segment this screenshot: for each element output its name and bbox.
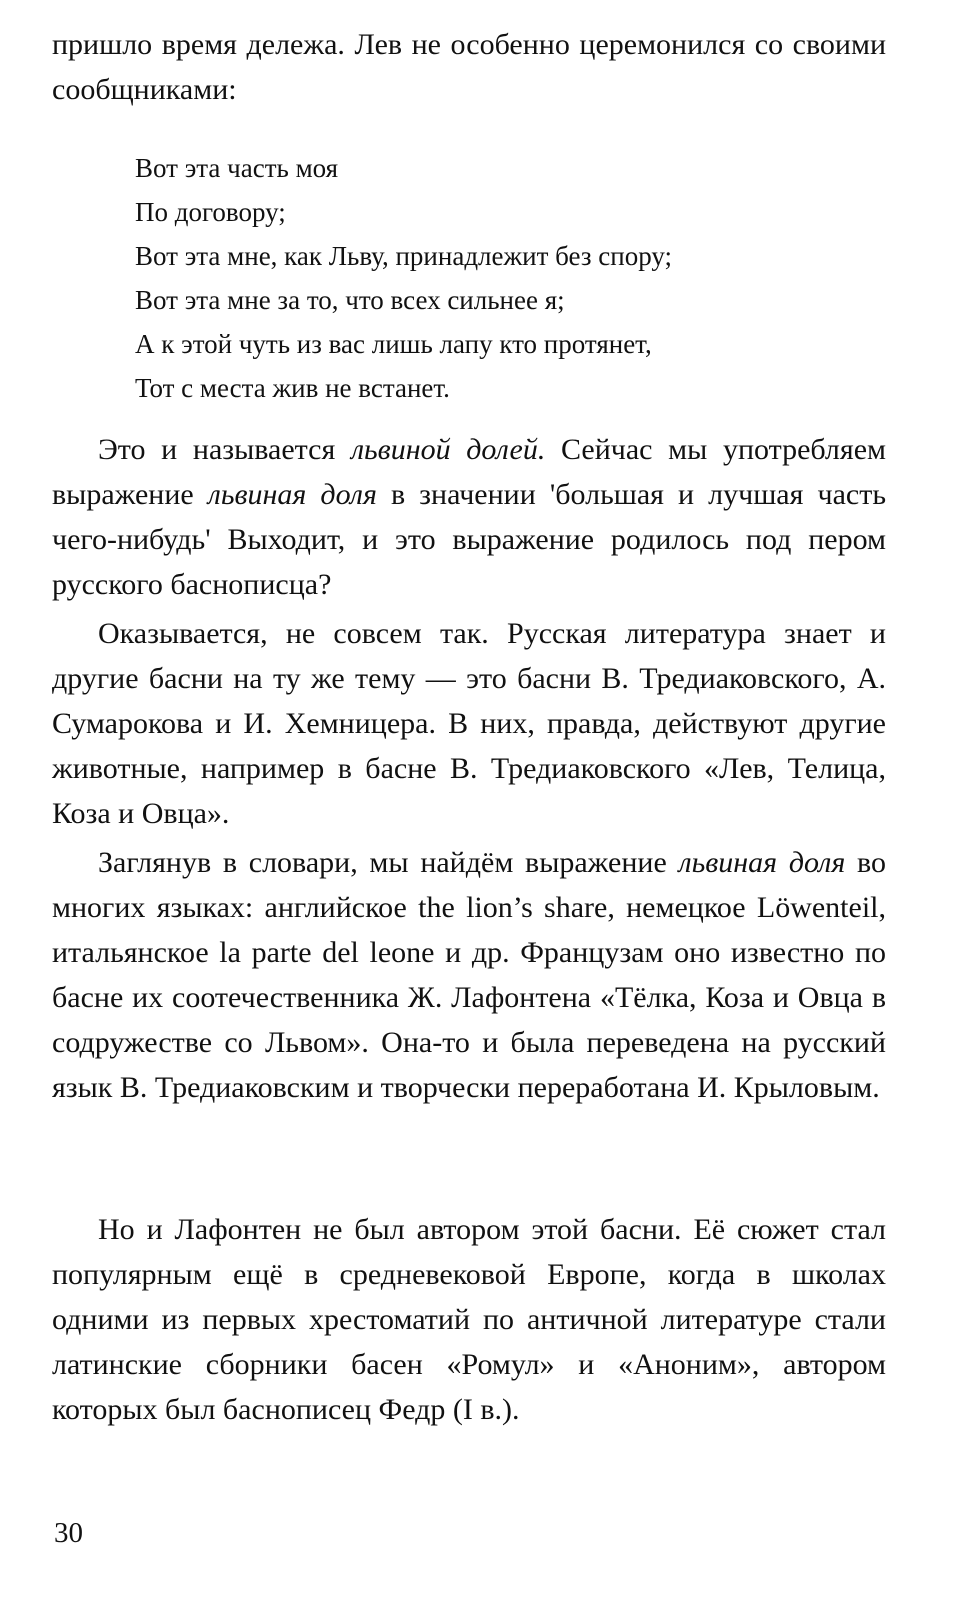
paragraph-lafontaine: Но и Лафонтен не был автором этой басни. Её сюжет стал популярным ещё в средневековой Европе, когда в школах одними из первых хрестоматий по античной литературе стали латинские сборники басен «Ромул» и «Аноним», автором которых был баснописец Федр (I в.).	[52, 1213, 886, 1426]
text-run: Заглянув в словари, мы найдём выражение	[98, 846, 679, 879]
verse-line: Вот эта часть моя	[135, 153, 339, 183]
paragraph-other-fables: Оказывается, не совсем так. Русская литература знает и другие басни на ту же тему — это басни В. Тредиаковского, А. Сумарокова и И. Хемницера. В них, правда, действуют другие животные, например в басне В. Тредиаковского «Лев, Телица, Коза и Овца».	[52, 617, 886, 830]
verse-line: По договору;	[135, 197, 286, 227]
text-run: Сейчас мы употребляем выражение	[52, 433, 886, 511]
verse-line: Вот эта мне, как Льву, принадлежит без спору;	[135, 241, 672, 271]
verse-line: Вот эта мне за то, что всех сильнее я;	[135, 285, 565, 315]
intro-paragraph: пришло время дележа. Лев не особенно церемонился со своими сообщниками:	[52, 28, 886, 106]
paragraph-lions-share	[52, 427, 886, 607]
text-run: Это и называется	[98, 433, 351, 466]
emphasis-term: львиная доля	[678, 846, 846, 879]
emphasis-term: львиной долей.	[350, 433, 546, 466]
verse-line: А к этой чуть из вас лишь лапу кто протянет,	[135, 329, 652, 359]
paragraph-dictionaries	[52, 840, 886, 1110]
text-run: в значении 'большая и лучшая часть чего-нибудь' Выходит, и это выражение родилось под пером русского баснописца?	[52, 478, 886, 601]
page-number: 30	[54, 1517, 83, 1549]
text-run: во многих языках: английское the lion’s share, немецкое Löwenteil, итальянское la parte del leone и др. Французам оно известно по басне их соотечественника Ж. Лафонтена «Тёлка, Коза и Овца в содружестве со Львом». Она-то и была переведена на русский язык В. Тредиаковским и творчески переработана И. Крыловым.	[52, 846, 886, 1104]
verse-line: Тот с места жив не встанет.	[135, 373, 450, 403]
fable-verse	[135, 146, 672, 410]
emphasis-term: львиная доля	[207, 478, 377, 511]
